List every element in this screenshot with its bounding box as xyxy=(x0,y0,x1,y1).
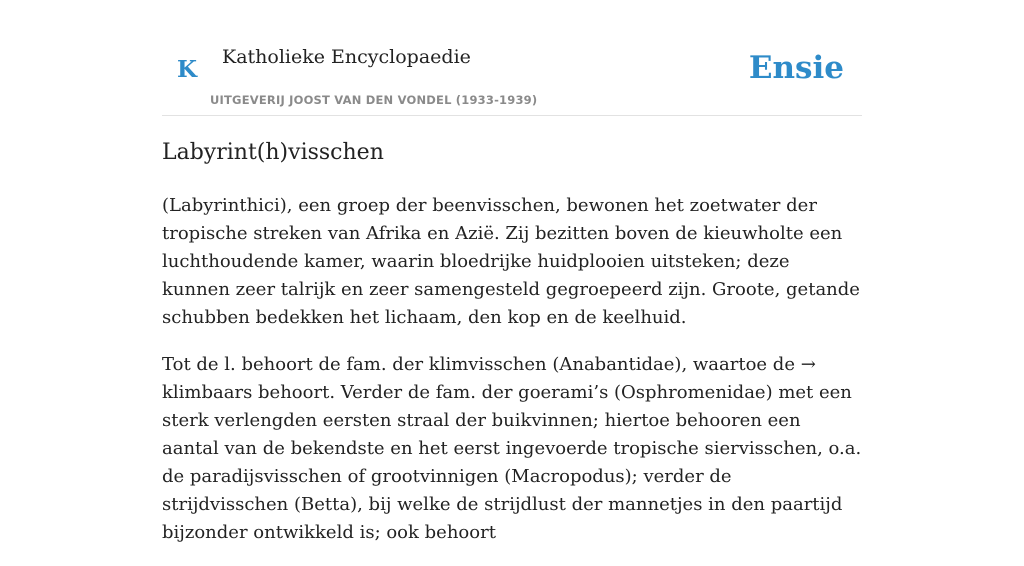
article-title: Labyrint(h)visschen xyxy=(162,140,384,165)
article-paragraph: Tot de l. behoort de fam. der klimvisschen (Anabantidae), waartoe de → klimbaars behoort. Verder de fam. der goerami’s (Osphromenidae) met een sterk verlengden eersten straal der buikvinnen; hiertoe behooren een aantal van de bekendste en het eerst ingevoerde tropische siervisschen, o.a. de paradijsvisschen of grootvinnigen (Macropodus); verder de strijdvisschen (Betta), bij welke de strijdlust der mannetjes in den paartijd bijzonder ontwikkeld is; ook behoort xyxy=(162,354,862,543)
article-paragraph: (Labyrinthici), een groep der beenvisschen, bewonen het zoetwater der tropische streken van Afrika en Azië. Zij bezitten boven de kieuwholte een luchthoudende kamer, waarin bloedrijke huidplooien uitsteken; deze kunnen zeer talrijk en zeer samengesteld gegroepeerd zijn. Groote, getande schubben bedekken het lichaam, den kop en de keelhuid. xyxy=(162,195,860,328)
article-body xyxy=(162,192,862,566)
encyclopedia-title[interactable]: Katholieke Encyclopaedie xyxy=(222,46,471,68)
site-header xyxy=(162,40,862,116)
encyclopedia-logo[interactable]: K xyxy=(177,56,197,83)
publisher-label: UITGEVERIJ JOOST VAN DEN VONDEL (1933-1939) xyxy=(210,93,538,107)
ensie-logo[interactable]: Ensie xyxy=(748,50,844,86)
